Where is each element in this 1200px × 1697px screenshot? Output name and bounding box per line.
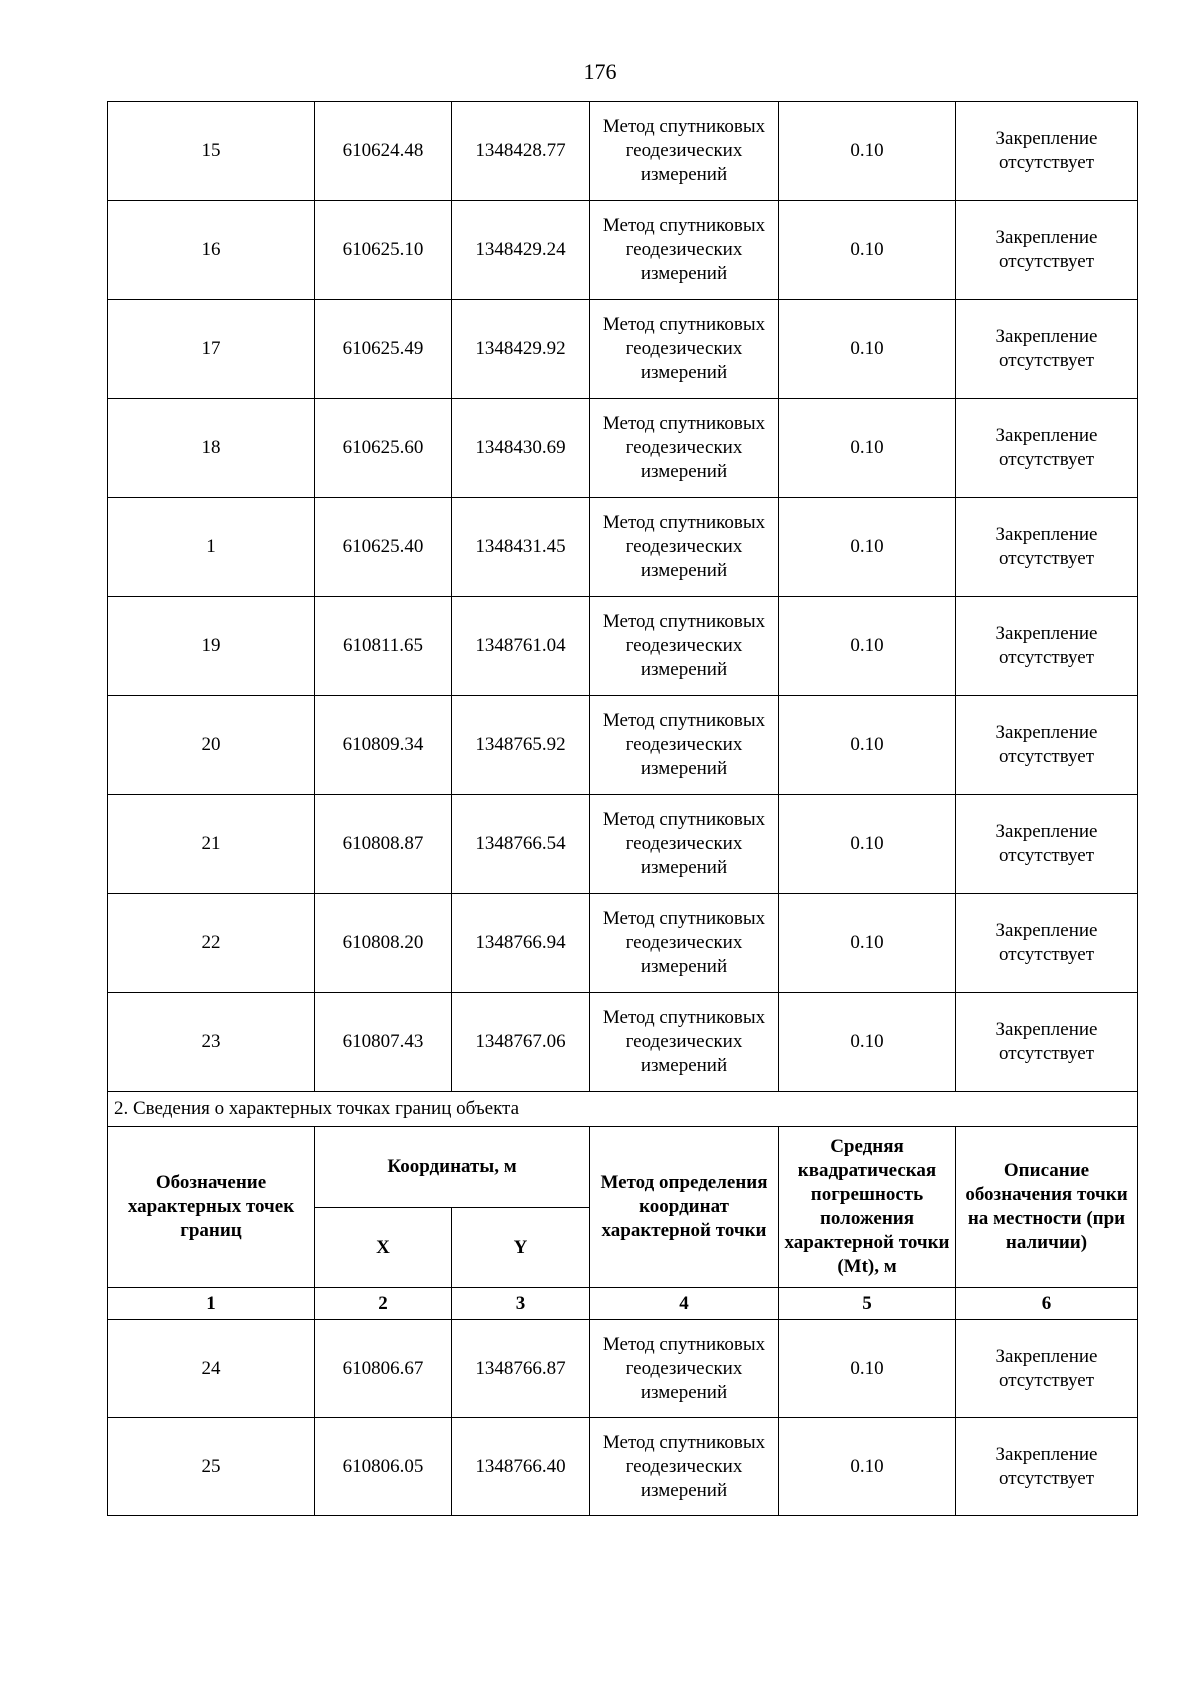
cell-x: 610806.05 [315, 1418, 452, 1516]
table-row [108, 399, 1138, 498]
cell-point: 23 [108, 993, 315, 1092]
cell-point: 25 [108, 1418, 315, 1516]
cell-error: 0.10 [779, 1320, 956, 1418]
cell-method: Метод спутниковых геодезических измерений [590, 696, 779, 795]
cell-point: 22 [108, 894, 315, 993]
cell-error: 0.10 [779, 1418, 956, 1516]
cell-point: 18 [108, 399, 315, 498]
header-description: Описание обозначения точки на местности (при наличии) [956, 1127, 1138, 1288]
cell-description: Закрепление отсутствует [956, 795, 1138, 894]
cell-point: 15 [108, 102, 315, 201]
cell-method: Метод спутниковых геодезических измерений [590, 993, 779, 1092]
cell-error: 0.10 [779, 399, 956, 498]
cell-error: 0.10 [779, 300, 956, 399]
page-number: 176 [583, 59, 617, 84]
cell-y: 1348429.24 [452, 201, 590, 300]
cell-y: 1348766.94 [452, 894, 590, 993]
cell-point: 17 [108, 300, 315, 399]
cell-y: 1348766.40 [452, 1418, 590, 1516]
cell-point: 24 [108, 1320, 315, 1418]
cell-error: 0.10 [779, 498, 956, 597]
table-row [108, 201, 1138, 300]
column-number: 2 [315, 1288, 452, 1320]
table-row [108, 498, 1138, 597]
cell-x: 610625.10 [315, 201, 452, 300]
cell-y: 1348429.92 [452, 300, 590, 399]
cell-y: 1348766.54 [452, 795, 590, 894]
cell-method: Метод спутниковых геодезических измерений [590, 1418, 779, 1516]
cell-error: 0.10 [779, 993, 956, 1092]
cell-description: Закрепление отсутствует [956, 498, 1138, 597]
boundary-points-table [107, 101, 1138, 1516]
column-numbers-row [108, 1288, 1138, 1320]
cell-description: Закрепление отсутствует [956, 597, 1138, 696]
cell-method: Метод спутниковых геодезических измерений [590, 894, 779, 993]
column-number: 3 [452, 1288, 590, 1320]
header-x: X [315, 1208, 452, 1288]
cell-y: 1348428.77 [452, 102, 590, 201]
cell-method: Метод спутниковых геодезических измерений [590, 795, 779, 894]
table-row [108, 102, 1138, 201]
cell-y: 1348430.69 [452, 399, 590, 498]
cell-point: 20 [108, 696, 315, 795]
section-2-header [108, 1092, 1138, 1320]
cell-method: Метод спутниковых геодезических измерений [590, 102, 779, 201]
table-row [108, 597, 1138, 696]
cell-description: Закрепление отсутствует [956, 894, 1138, 993]
rows-after [108, 1320, 1138, 1516]
cell-y: 1348431.45 [452, 498, 590, 597]
cell-x: 610625.49 [315, 300, 452, 399]
cell-method: Метод спутниковых геодезических измерений [590, 1320, 779, 1418]
table-row [108, 894, 1138, 993]
cell-description: Закрепление отсутствует [956, 696, 1138, 795]
cell-x: 610807.43 [315, 993, 452, 1092]
header-coordinates: Координаты, м [315, 1127, 590, 1208]
cell-description: Закрепление отсутствует [956, 993, 1138, 1092]
cell-description: Закрепление отсутствует [956, 1418, 1138, 1516]
cell-point: 1 [108, 498, 315, 597]
cell-x: 610811.65 [315, 597, 452, 696]
rows-before [108, 102, 1138, 1092]
header-method: Метод определения координат характерной точки [590, 1127, 779, 1288]
cell-y: 1348766.87 [452, 1320, 590, 1418]
cell-description: Закрепление отсутствует [956, 102, 1138, 201]
cell-method: Метод спутниковых геодезических измерений [590, 201, 779, 300]
cell-method: Метод спутниковых геодезических измерений [590, 300, 779, 399]
table-row [108, 795, 1138, 894]
cell-method: Метод спутниковых геодезических измерений [590, 597, 779, 696]
cell-error: 0.10 [779, 795, 956, 894]
cell-error: 0.10 [779, 696, 956, 795]
cell-x: 610625.40 [315, 498, 452, 597]
cell-x: 610808.20 [315, 894, 452, 993]
table-row [108, 300, 1138, 399]
section-title-row [108, 1092, 1138, 1127]
column-number: 5 [779, 1288, 956, 1320]
cell-error: 0.10 [779, 102, 956, 201]
cell-x: 610808.87 [315, 795, 452, 894]
cell-description: Закрепление отсутствует [956, 300, 1138, 399]
cell-point: 19 [108, 597, 315, 696]
cell-y: 1348761.04 [452, 597, 590, 696]
column-number: 1 [108, 1288, 315, 1320]
cell-error: 0.10 [779, 597, 956, 696]
cell-description: Закрепление отсутствует [956, 1320, 1138, 1418]
cell-x: 610625.60 [315, 399, 452, 498]
column-number: 6 [956, 1288, 1138, 1320]
cell-error: 0.10 [779, 201, 956, 300]
cell-description: Закрепление отсутствует [956, 399, 1138, 498]
header-error: Средняя квадратическая погрешность положения характерной точки (Mt), м [779, 1127, 956, 1288]
header-point-designation: Обозначение характерных точек границ [108, 1127, 315, 1288]
header-row-1 [108, 1127, 1138, 1208]
table-row [108, 696, 1138, 795]
cell-x: 610624.48 [315, 102, 452, 201]
cell-method: Метод спутниковых геодезических измерений [590, 399, 779, 498]
cell-y: 1348765.92 [452, 696, 590, 795]
table-row [108, 1320, 1138, 1418]
table-row [108, 1418, 1138, 1516]
table-row [108, 993, 1138, 1092]
section-title: 2. Сведения о характерных точках границ объекта [108, 1092, 1138, 1127]
cell-point: 21 [108, 795, 315, 894]
cell-y: 1348767.06 [452, 993, 590, 1092]
cell-point: 16 [108, 201, 315, 300]
cell-method: Метод спутниковых геодезических измерений [590, 498, 779, 597]
header-y: Y [452, 1208, 590, 1288]
cell-description: Закрепление отсутствует [956, 201, 1138, 300]
column-number: 4 [590, 1288, 779, 1320]
cell-x: 610809.34 [315, 696, 452, 795]
cell-x: 610806.67 [315, 1320, 452, 1418]
cell-error: 0.10 [779, 894, 956, 993]
